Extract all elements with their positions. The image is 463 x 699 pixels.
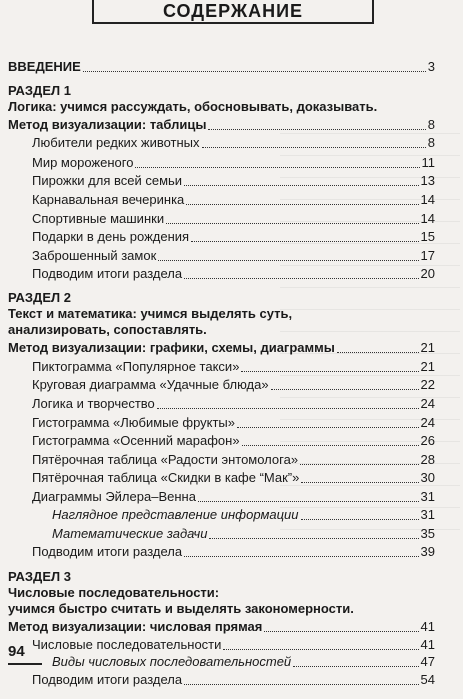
dot-leader (184, 184, 418, 186)
toc-entry-label: Подводим итоги раздела (32, 266, 183, 281)
toc-entry-subitem[interactable] (52, 526, 435, 542)
section-heading: РАЗДЕЛ 2 (8, 290, 71, 305)
toc-entry-intro[interactable] (8, 59, 435, 75)
toc-entry[interactable] (32, 672, 435, 688)
toc-entry-page: 35 (420, 526, 435, 541)
toc-entry-label: Математические задачи (52, 526, 208, 541)
toc-entry-label: Наглядное представление информации (52, 507, 299, 522)
toc-entry-label: Пиктограмма «Популярное такси» (32, 359, 240, 374)
page-title: СОДЕРЖАНИЕ (162, 1, 304, 21)
dot-leader (293, 665, 418, 667)
dot-leader (166, 222, 418, 224)
toc-entry-page: 24 (420, 415, 435, 430)
toc-entry-label: Метод визуализации: графики, схемы, диаграммы (8, 340, 335, 355)
toc-entry[interactable] (32, 266, 435, 282)
toc-entry-page: 11 (421, 155, 435, 170)
toc-entry[interactable] (32, 415, 435, 431)
toc-entry-label: Гистограмма «Осенний марафон» (32, 433, 240, 448)
toc-entry-label: Спортивные машинки (32, 211, 165, 226)
dot-leader (301, 518, 419, 520)
dot-leader (202, 146, 426, 148)
toc-entry[interactable] (32, 155, 435, 171)
toc-entry-label: Метод визуализации: таблицы (8, 117, 207, 132)
toc-entry-label: Подводим итоги раздела (32, 672, 183, 687)
toc-entry-label: Пирожки для всей семьи (32, 173, 183, 188)
section-subtitle: Логика: учимся рассуждать, обосновывать, доказывать. (8, 99, 378, 114)
toc-entry-label: Числовые последовательности (32, 637, 222, 652)
toc-entry[interactable] (32, 359, 435, 375)
toc-entry-label: Карнавальная вечеринка (32, 192, 185, 207)
dot-leader (198, 500, 419, 502)
toc-entry-label: Виды числовых последовательностей (52, 654, 292, 669)
dot-leader (158, 259, 418, 261)
toc-entry[interactable] (32, 192, 435, 208)
toc-entry-page: 41 (420, 637, 435, 652)
toc-entry-page: 54 (420, 672, 435, 687)
toc-entry-label: Круговая диаграмма «Удачные блюда» (32, 377, 269, 392)
toc-entry[interactable] (32, 637, 435, 653)
toc-entry[interactable] (32, 211, 435, 227)
toc-entry-label: Подарки в день рождения (32, 229, 190, 244)
dot-leader (301, 481, 418, 483)
toc-entry-subitem[interactable] (52, 654, 435, 670)
dot-leader (186, 203, 418, 205)
toc-entry[interactable] (32, 470, 435, 486)
section-heading: РАЗДЕЛ 3 (8, 569, 71, 584)
dot-leader (300, 463, 418, 465)
toc-entry-page: 22 (420, 377, 435, 392)
toc-entry[interactable] (32, 489, 435, 505)
section-subtitle: Текст и математика: учимся выделять суть, (8, 306, 293, 321)
toc-entry[interactable] (32, 248, 435, 264)
dot-leader (157, 407, 419, 409)
section-subtitle: анализировать, сопоставлять. (8, 322, 207, 337)
toc-entry-label: Любители редких животных (32, 135, 200, 150)
dot-leader (83, 70, 426, 72)
toc-entry[interactable] (32, 452, 435, 468)
toc-entry[interactable] (32, 396, 435, 412)
toc-entry-page: 39 (420, 544, 435, 559)
toc-entry-label: Гистограмма «Любимые фрукты» (32, 415, 236, 430)
toc-entry-method[interactable] (8, 340, 435, 356)
toc-entry-page: 8 (427, 135, 435, 150)
dot-leader (264, 630, 418, 632)
toc-entry-label: Логика и творчество (32, 396, 155, 411)
section-subtitle: Числовые последовательности: (8, 585, 220, 600)
toc-entry-label: Мир мороженого (32, 155, 134, 170)
dot-leader (271, 388, 419, 390)
toc-entry-page: 15 (420, 229, 435, 244)
toc-entry-page: 31 (420, 507, 435, 522)
toc-entry-page: 47 (420, 654, 435, 669)
toc-entry-method[interactable] (8, 117, 435, 133)
dot-leader (223, 648, 418, 650)
toc-entry-page: 21 (420, 340, 435, 355)
section-subtitle: учимся быстро считать и выделять закономерности. (8, 601, 354, 616)
dot-leader (184, 555, 418, 557)
toc-entry-page: 30 (420, 470, 435, 485)
dot-leader (337, 351, 419, 353)
toc-entry-label: Метод визуализации: числовая прямая (8, 619, 263, 634)
dot-leader (237, 426, 419, 428)
toc-entry-page: 24 (420, 396, 435, 411)
dot-leader (184, 683, 418, 685)
toc-entry[interactable] (32, 135, 435, 151)
dot-leader (135, 166, 419, 168)
toc-entry[interactable] (32, 544, 435, 560)
toc-entry-page: 41 (420, 619, 435, 634)
toc-entry-page: 21 (420, 359, 435, 374)
dot-leader (184, 277, 418, 279)
dot-leader (208, 128, 425, 130)
toc-entry-label: Диаграммы Эйлера–Венна (32, 489, 196, 504)
toc-entry-page: 14 (420, 192, 435, 207)
toc-entry-subitem[interactable] (52, 507, 435, 523)
toc-entry-page: 20 (420, 266, 435, 281)
toc-entry[interactable] (32, 229, 435, 245)
section-heading: РАЗДЕЛ 1 (8, 83, 71, 98)
toc-entry-label: Заброшенный замок (32, 248, 157, 263)
page-number: 94 (8, 643, 25, 660)
toc-entry-label: Пятёрочная таблица «Радости энтомолога» (32, 452, 299, 467)
toc-entry-page: 28 (420, 452, 435, 467)
dot-leader (209, 537, 418, 539)
toc-entry[interactable] (32, 173, 435, 189)
toc-entry-page: 3 (427, 59, 435, 74)
toc-entry-page: 13 (420, 173, 435, 188)
page-number-underline (8, 663, 42, 665)
dot-leader (191, 240, 418, 242)
toc-entry-page: 14 (420, 211, 435, 226)
toc-entry-page: 31 (420, 489, 435, 504)
toc-entry-label: Подводим итоги раздела (32, 544, 183, 559)
toc-entry-page: 26 (420, 433, 435, 448)
toc-entry[interactable] (32, 433, 435, 449)
toc-entry-label: Пятёрочная таблица «Скидки в кафе “Мак”» (32, 470, 300, 485)
toc-entry-method[interactable] (8, 619, 435, 635)
toc-entry-label: ВВЕДЕНИЕ (8, 59, 81, 74)
dot-leader (242, 444, 419, 446)
toc-entry-page: 8 (427, 117, 435, 132)
toc-entry[interactable] (32, 377, 435, 393)
dot-leader (241, 370, 418, 372)
toc-entry-page: 17 (420, 248, 435, 263)
